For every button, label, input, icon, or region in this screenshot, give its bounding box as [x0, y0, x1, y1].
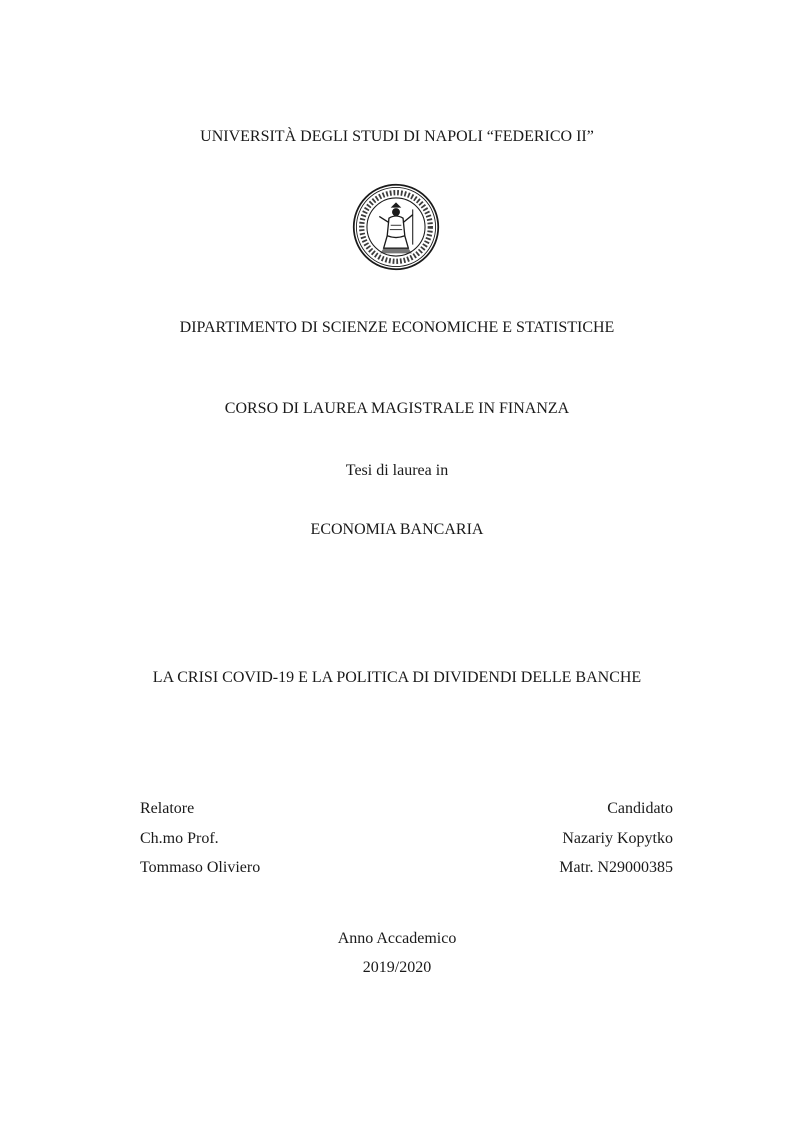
academic-year-value: 2019/2020: [362, 959, 432, 976]
supervisor-name: Tommaso Oliviero: [140, 859, 261, 876]
academic-year-label: Anno Accademico: [337, 930, 457, 947]
department-name: DIPARTIMENTO DI SCIENZE ECONOMICHE E STATISTICHE: [179, 319, 615, 336]
candidate-matriculation: Matr. N29000385: [559, 859, 673, 876]
thesis-subject: ECONOMIA BANCARIA: [310, 521, 484, 538]
university-seal-icon: [352, 183, 440, 271]
course-name: CORSO DI LAUREA MAGISTRALE IN FINANZA: [224, 400, 570, 417]
thesis-title: LA CRISI COVID-19 E LA POLITICA DI DIVIDENDI DELLE BANCHE: [152, 669, 642, 686]
thesis-in-label: Tesi di laurea in: [345, 462, 449, 479]
supervisor-honorific: Ch.mo Prof.: [140, 830, 219, 847]
university-name: UNIVERSITÀ DEGLI STUDI DI NAPOLI “FEDERICO II”: [200, 128, 594, 145]
candidate-label: Candidato: [607, 800, 673, 817]
supervisor-label: Relatore: [140, 800, 195, 817]
candidate-name: Nazariy Kopytko: [562, 830, 673, 847]
